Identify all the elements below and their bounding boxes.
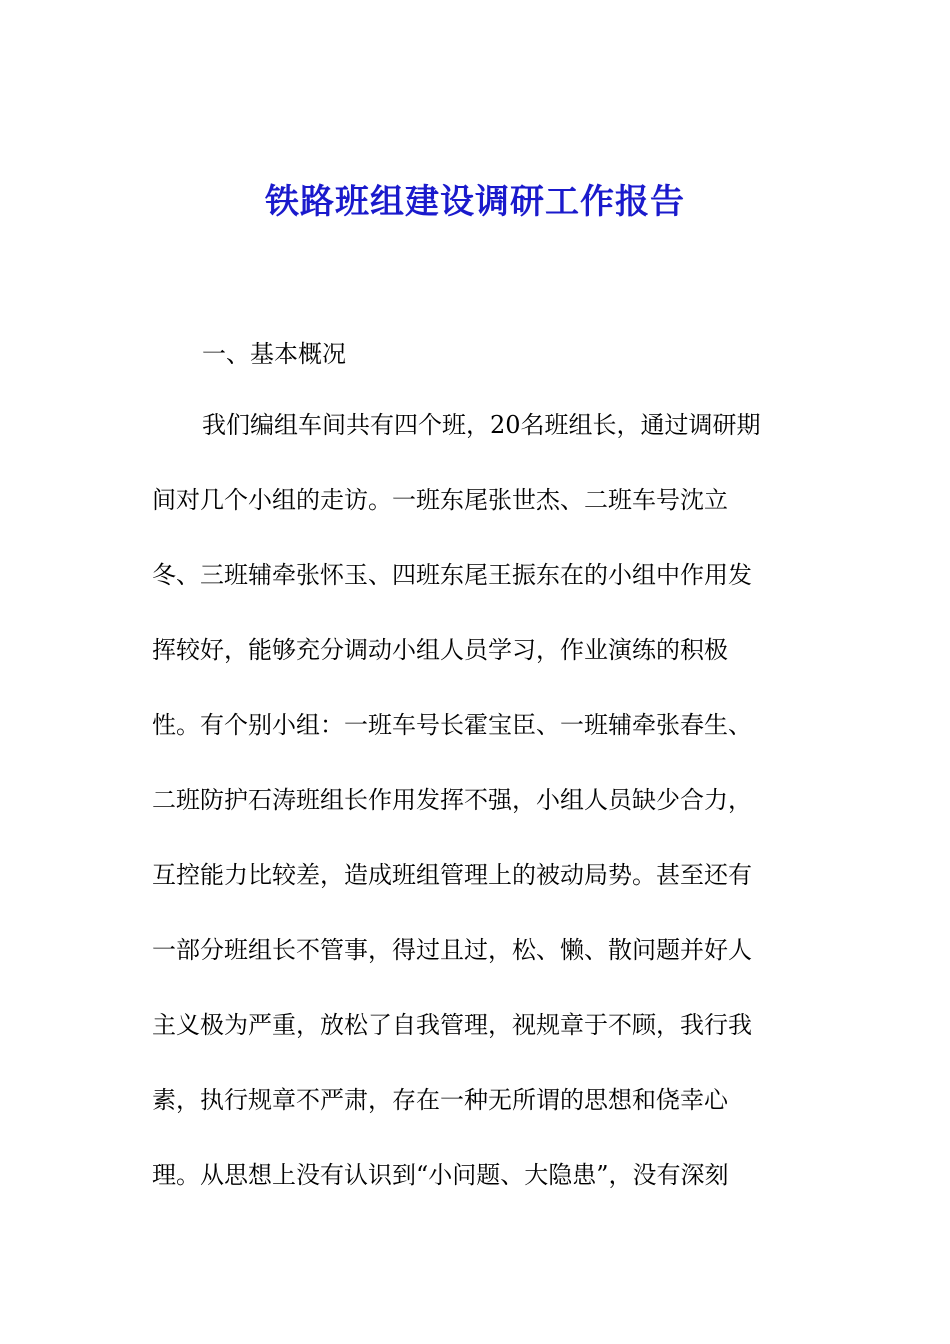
paragraph-line: 互控能力比较差，造成班组管理上的被动局势。甚至还有 — [152, 861, 752, 889]
document-title: 铁路班组建设调研工作报告 — [265, 182, 685, 222]
paragraph-line: 冬、三班辅牵张怀玉、四班东尾王振东在的小组中作用发 — [152, 561, 752, 589]
paragraph-line: 理。从思想上没有认识到“小问题、大隐患”，没有深刻 — [152, 1161, 729, 1189]
body-paragraph — [152, 400, 802, 1225]
paragraph-line: 二班防护石涛班组长作用发挥不强，小组人员缺少合力， — [152, 786, 752, 814]
paragraph-line: 主义极为严重，放松了自我管理，视规章于不顾，我行我 — [152, 1011, 752, 1039]
paragraph-line: 间对几个小组的走访。一班东尾张世杰、二班车号沈立 — [152, 486, 728, 514]
paragraph-line: 我们编组车间共有四个班，20名班组长，通过调研期 — [202, 411, 761, 439]
paragraph-line: 挥较好，能够充分调动小组人员学习，作业演练的积极 — [152, 636, 728, 664]
paragraph-line: 素，执行规章不严肃，存在一种无所谓的思想和侥幸心 — [152, 1086, 728, 1114]
paragraph-line: 性。有个别小组：一班车号长霍宝臣、一班辅牵张春生、 — [152, 711, 752, 739]
section-heading: 一、基本概况 — [202, 340, 346, 368]
paragraph-line: 一部分班组长不管事，得过且过，松、懒、散问题并好人 — [152, 936, 752, 964]
